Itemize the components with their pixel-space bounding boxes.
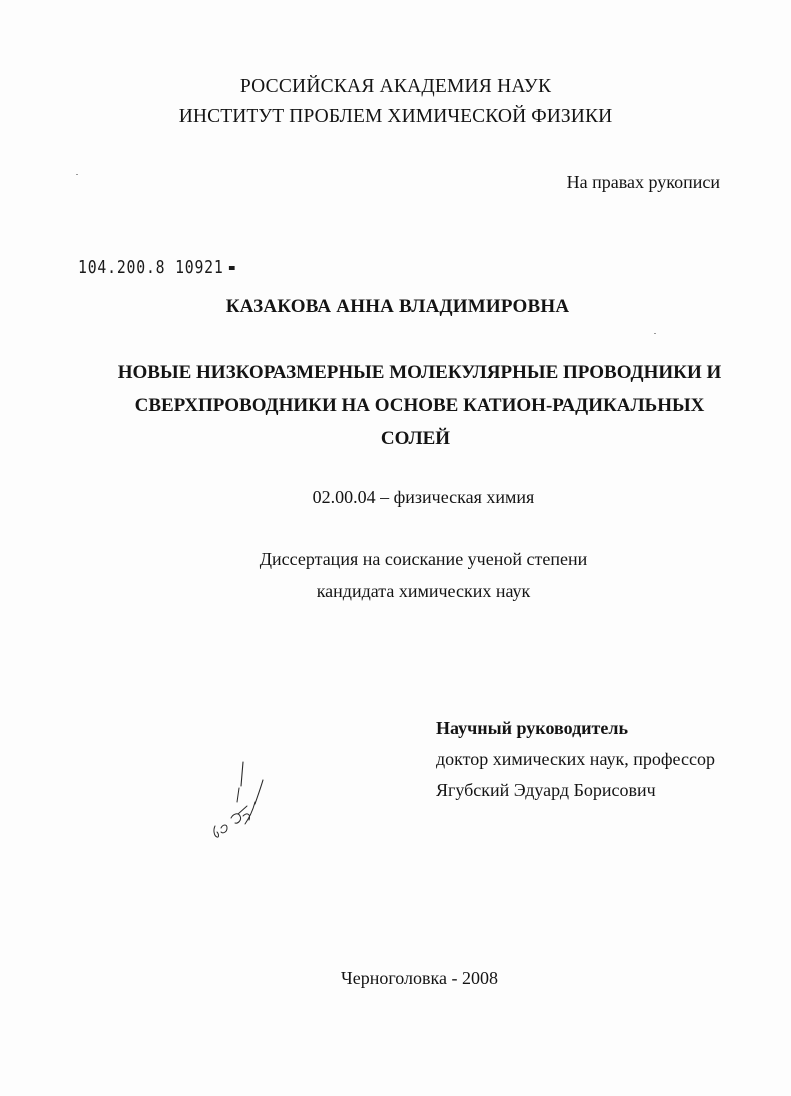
title-line-1: НОВЫЕ НИЗКОРАЗМЕРНЫЕ МОЛЕКУЛЯРНЫЕ ПРОВОДНИКИ И <box>117 362 722 383</box>
catalog-dash-mark <box>229 266 235 270</box>
author-name: КАЗАКОВА АННА ВЛАДИМИРОВНА <box>225 296 570 317</box>
organization-name: РОССИЙСКАЯ АКАДЕМИЯ НАУК <box>239 76 552 97</box>
catalog-number <box>78 257 234 279</box>
dissertation-title <box>0 356 791 455</box>
scan-speck <box>654 333 656 334</box>
handwritten-signature <box>205 758 280 843</box>
title-line-2: СВЕРХПРОВОДНИКИ НА ОСНОВЕ КАТИОН-РАДИКАЛЬНЫХ <box>134 395 705 416</box>
dissertation-type-line-1: Диссертация на соискание ученой степени <box>259 549 588 569</box>
dissertation-type-line-2: кандидата химических наук <box>316 581 531 601</box>
catalog-number-text: 104.200.8 10921 <box>78 257 224 278</box>
rights-note: На правах рукописи <box>566 172 720 192</box>
supervisor-name: Ягубский Эдуард Борисович <box>436 780 656 800</box>
supervisor-heading: Научный руководитель <box>436 718 628 738</box>
scan-speck <box>76 174 78 175</box>
institute-name: ИНСТИТУТ ПРОБЛЕМ ХИМИЧЕСКОЙ ФИЗИКИ <box>178 106 613 127</box>
title-line-3: СОЛЕЙ <box>380 428 451 449</box>
supervisor-degree: доктор химических наук, профессор <box>436 749 715 769</box>
city-and-year: Черноголовка - 2008 <box>341 968 498 988</box>
specialty-code: 02.00.04 – физическая химия <box>312 487 535 507</box>
supervisor-block <box>436 713 715 806</box>
